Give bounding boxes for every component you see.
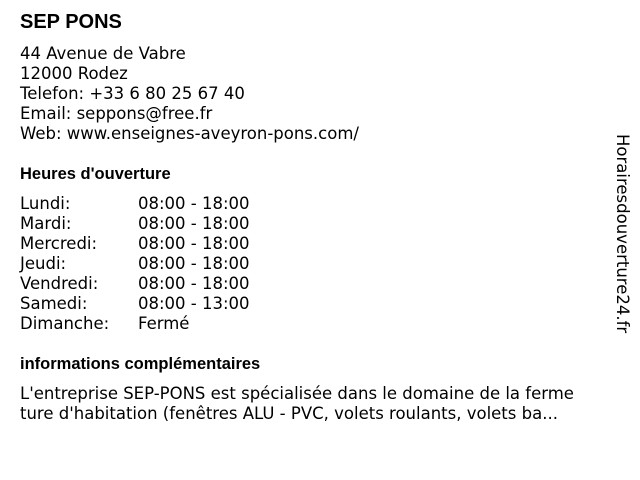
business-description [20, 384, 620, 424]
website-link[interactable]: Web: www.enseignes-aveyron-pons.com/ [20, 124, 359, 143]
time-range: 08:00 - 18:00 [138, 254, 250, 273]
day-label: Lundi: [20, 194, 71, 213]
business-name: SEP PONS [20, 11, 122, 33]
description-line: L'entreprise SEP-PONS est spécialisée dans le domaine de la ferme [20, 384, 574, 403]
phone-number[interactable]: Telefon: +33 6 80 25 67 40 [20, 84, 245, 103]
email-address[interactable]: Email: seppons@free.fr [20, 104, 213, 123]
day-label: Mercredi: [20, 234, 98, 253]
opening-hours-heading: Heures d'ouverture [20, 165, 171, 183]
day-label: Dimanche: [20, 314, 110, 333]
day-label: Samedi: [20, 294, 88, 313]
additional-info-heading: informations complémentaires [20, 355, 261, 373]
site-brand-vertical: Horairesdouverture24.fr [613, 134, 632, 334]
contact-block [20, 44, 359, 144]
time-range: Fermé [138, 314, 190, 333]
day-label: Mardi: [20, 214, 72, 233]
address-street: 44 Avenue de Vabre [20, 44, 186, 63]
time-range: 08:00 - 18:00 [138, 214, 250, 233]
time-range: 08:00 - 13:00 [138, 294, 250, 313]
day-label: Jeudi: [20, 254, 67, 273]
day-label: Vendredi: [20, 274, 99, 293]
time-range: 08:00 - 18:00 [138, 234, 250, 253]
time-range: 08:00 - 18:00 [138, 274, 250, 293]
address-city: 12000 Rodez [20, 64, 128, 83]
description-line: ture d'habitation (fenêtres ALU - PVC, volets roulants, volets ba... [20, 404, 558, 423]
time-range: 08:00 - 18:00 [138, 194, 250, 213]
